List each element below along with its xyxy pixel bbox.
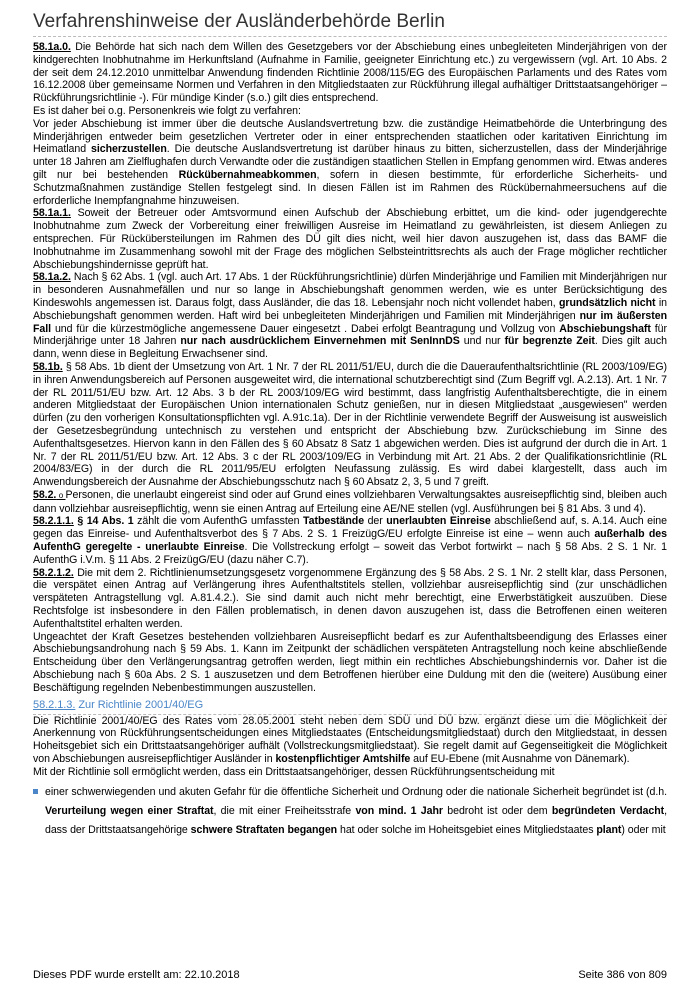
title-divider — [33, 36, 667, 37]
paragraph-58-2: 58.2. o Personen, die unerlaubt eingereist sind oder auf Grund eines vollziehbaren Verwaltungsaktes ausreisepflichtig sind, bleiben auch dann vollziehbar ausreisepflichtig, wenn sie einen Antrag auf Erteilung eine AE/NE stellen (vgl. Ausführungen bei § 81 Abs. 3 und 4). — [33, 488, 667, 515]
paragraph-58-1a-1: 58.1a.1. Soweit der Betreuer oder Amtsvormund einen Aufschub der Abschiebung erbittet, um die kind- oder jugendgerechte Inobhutnahme zum Zweck der Vorbereitung einer freiwilligen Ausreise im Heimatland zu gewährleisten, ist diesem Anliegen zu entsprechen. Für Rückübersteilungen im Rahmen des DÜ gilt dies nicht, weil hier davon auszugehen ist, dass das BAMF die Inobhutnahme im Zusammenhang sowohl mit der Frage des möglichen Selbsteintrittsrechts als auch der Frage möglicher rechtlicher Abschiebungshindernisse geprüft hat. — [33, 207, 667, 271]
section-heading-number[interactable]: 58.2.1.3. — [33, 698, 76, 711]
section-ref: 58.1a.1. — [33, 207, 71, 220]
section-ref: 58.1a.0. — [33, 41, 71, 53]
section-ref: 58.2.1.1. — [33, 515, 74, 528]
paragraph-58-1b: 58.1b. § 58 Abs. 1b dient der Umsetzung von Art. 1 Nr. 7 der RL 2011/51/EU, durch die die Daueraufenthaltsrichtlinie (RL 2003/109/EG) in ihren Anwendungsbereich auf Personen ausgeweitet wird, die international schutzberechtigt sind (Zum Begriff vgl. A.2.13). Art. 1 Nr. 7 der RL 2011/51/EU bzw. Art. 12 Abs. 3 b der RL 2003/109/EG wird bestimmt, dass langfristig Aufenthaltsberechtigte, die in einem anderen Mitgliedstaat der Europäischen Union internationalen Schutz genießen, nur in diesen Mitgliedstaat „ausgewiesen" werden dürfen (zu den vorherigen Konsultationspflichten vgl. A.91c.1a). Der in der Richtlinie verwendete Begriff der Ausweisung ist ausweislich der Gesetzesbegründung untechnisch zu verstehen und entspricht der Abschiebung bzw. Zurückschiebung im Sinne des Aufenthaltsgesetzes. Hiervon kann in den Fällen des § 60 Absatz 8 Satz 1 abgewichen werden. Dies ist aufgrund der durch die in Art. 1 Nr. 7 der RL 2011/51/EU bzw. Art. 12 Abs. 3 c der RL 2003/109/EG in Verbindung mit Art. 21 Abs. 2 der Qualifikationsrichtlinie (RL 2004/83/EG) in der durch die RL 2011/95/EU erfolgten Neufassung zulässig. Es wird dabei klargestellt, dass auch im Anwendungsbereich der Ausnahme der Abschiebungsschutz nach § 60 Absatz 2, 3, 5 und 7 greift. — [33, 360, 667, 489]
page-title: Verfahrenshinweise der Ausländerbehörde Berlin — [33, 11, 445, 32]
section-ref: 58.1a.2. — [33, 271, 71, 284]
paragraph-richtlinie: Die Richtlinie 2001/40/EG des Rates vom 28.05.2001 steht neben dem SDÜ und DÜ bzw. ergänzt diese um die Möglichkeit der Anerkennung von Rückführungsentscheidungen eines Mitgliedstaates (Entscheidungsmitgliedstaat) durch den Mitgliedstaat, in dessen Hoheitsgebiet sich ein Drittstaatsangehöriger aufhält (Vollstreckungsmitgliedstaat). Sie regelt damit auf Gegenseitigkeit die Möglichkeit von Abschiebungen ausreisepflichtiger Ausländer in kostenpflichtiger Amtshilfe auf EU-Ebene (mit Ausnahme von Dänemark). — [33, 714, 667, 766]
footer-created-date: Dieses PDF wurde erstellt am: 22.10.2018 — [33, 969, 240, 981]
paragraph-ermoeglicht: Mit der Richtlinie soll ermöglicht werden, dass ein Drittstaatsangehöriger, dessen Rückführungsentscheidung mit — [33, 765, 555, 778]
document-body — [33, 41, 667, 840]
list-item: einer schwerwiegenden und akuten Gefahr für die öffentliche Sicherheit und Ordnung oder die nationale Sicherheit begründet ist (d.h. Verurteilung wegen einer Straftat, die mit einer Freiheitsstrafe von mind. 1 Jahr bedroht ist oder dem begründeten Verdacht, dass der Drittstaatsangehörige schwere Straftaten begangen hat oder solche im Hoheitsgebiet eines Mitgliedstaates plant) oder mit — [33, 783, 667, 840]
section-ref: 58.2.1.2. — [33, 566, 74, 579]
section-heading-58-2-1-3[interactable] — [33, 698, 667, 715]
paragraph-58-2-1-2: 58.2.1.2. Die mit dem 2. Richtlinienumsetzungsgesetz vorgenommene Ergänzung des § 58 Abs. 2 S. 1 Nr. 2 stellt klar, dass Personen, die verspätet einen Antrag auf Verlängerung ihres Aufenthaltstitels stellen, vollziehbar ausreisepflichtig sind (zur unschädlichen verspäteten Antragstellung vgl. A.81.4.2.). Sie sind damit auch nicht mehr berechtigt, eine Erwerbstätigkeit auszuüben. Diese Rechtsfolge ist insbesondere in den Fällen problematisch, in denen davon auszugehen ist, dass die Betroffenen einen weiteren Aufenthaltstitel erhalten werden. — [33, 566, 667, 630]
bullet-icon — [33, 789, 38, 794]
paragraph-procedure: Vor jeder Abschiebung ist immer über die deutsche Auslandsvertretung bzw. die zuständige Heimatbehörde die Unterbringung des Minderjährigen entweder beim gesetzlichen Vertreter oder in einer entsprechenden staatlichen oder karitativen Einrichtung im Heimatland sicherzustellen. Die deutsche Auslandsvertretung ist darüber hinaus zu bitten, sicherzustellen, dass der Minderjährige unter 18 Jahren am Zielflughafen durch Verwandte oder die zuständigen staatlichen Stellen in Empfang genommen wird. Etwas anderes gilt nur bei bestehenden Rückübernahmeabkommen, sofern in diesen bestimmte, für erforderliche Sicherheits- und Schutzmaßnahmen zuständige Stellen festgelegt sind. In diesen Fällen ist im Rahmen des Rückübernahmeersuchens auf die erforderliche Inempfangnahme hinzuweisen. — [33, 117, 667, 207]
section-ref: 58.1b. — [33, 360, 63, 373]
section-ref: 58.2. — [33, 488, 57, 501]
paragraph-58-1a-2: 58.1a.2. Nach § 62 Abs. 1 (vgl. auch Art. 17 Abs. 1 der Rückführungsrichtlinie) dürfen Minderjährige und Familien mit Minderjährigen nur in besonderen Ausnahmefällen und nur so lange in Abschiebungshaft genommen werden, wie es unter Berücksichtigung des Kindeswohls angemessen ist. Daraus folgt, dass Ausländer, die das 18. Lebensjahr noch nicht vollendet haben, grundsätzlich nicht in Abschiebungshaft genommen werden. Haft wird bei unbegleiteten Minderjährigen und Familien mit Minderjährigen nur im äußersten Fall und für die kürzestmögliche angemessene Dauer eingesetzt . Dabei erfolgt Beantragung und Vollzug von Abschiebungshaft für Minderjährige unter 18 Jahren nur nach ausdrücklichem Einvernehmen mit SenInnDS und nur für begrenzte Zeit. Dies gilt auch dann, wenn diese in Begleitung Erwachsener sind. — [33, 271, 668, 361]
paragraph-58-1a-0: 58.1a.0. Die Behörde hat sich nach dem Willen des Gesetzgebers vor der Abschiebung eines unbegleiteten Minderjährigen von der kindgerechten Inobhutnahme im Herkunftsland (Aufnahme in Familie, geeigneter Einrichtung etc.) zu vergewissern (vgl. Art. 10 Abs. 2 der seit dem 24.12.2010 unmittelbar Anwendung findenden Richtlinie 2008/115/EG des Europäischen Parlaments und des Rates vom 16.12.2008 über gemeinsame Normen und Verfahren in den Mitgliedstaaten zur Rückführung illegal aufhältiger Drittstaatsangehöriger – Rückführungsrichtlinie -). Für mündige Kinder (s.o.) gilt dies entsprechend. — [33, 41, 667, 105]
paragraph-58-2-1-1: 58.2.1.1. § 14 Abs. 1 zählt die vom AufenthG umfassten Tatbestände der unerlaubten Einreise abschließend auf, s. A.14. Auch eine gegen das Einreise- und Aufenthaltsverbot des § 7 Abs. 2 S. 1 FreizügG/EU erfolgte Einreise ist eine – wenn auch außerhalb des AufenthG geregelte - unerlaubte Einreise. Die Vollstreckung erfolgt – soweit das Verbot fortwirkt – nach § 58 Abs. 2 S. 1 Nr. 1 AufenthG i.V.m. § 11 Abs. 2 FreizügG/EU (dazu näher C.7). — [33, 515, 668, 566]
footer-page-number: Seite 386 von 809 — [578, 969, 667, 981]
section-heading-title: Zur Richtlinie 2001/40/EG — [75, 698, 204, 711]
paragraph-abschiebungshindernis: Ungeachtet der Kraft Gesetzes bestehenden vollziehbaren Ausreisepflicht bedarf es zur Aufenthaltsbeendigung des Erlasses einer Abschiebungsandrohung nach § 59 Abs. 1. Kann im Zeitpunkt der schädlichen verspäteten Antragstellung noch keine abschließende Entscheidung über den Verlängerungsantrag getroffen werden, liegt mithin ein rechtliches Abschiebungshindernis vor. Daher ist die Abschiebung nach § 60a Abs. 2 S. 1 auszusetzen und dem Betroffenen hierüber eine Duldung mit den die (weitere) Ausübung einer Beschäftigung regelnden Nebenbestimmungen auszustellen. — [33, 630, 667, 694]
paragraph-intro: Es ist daher bei o.g. Personenkreis wie folgt zu verfahren: — [33, 104, 301, 117]
